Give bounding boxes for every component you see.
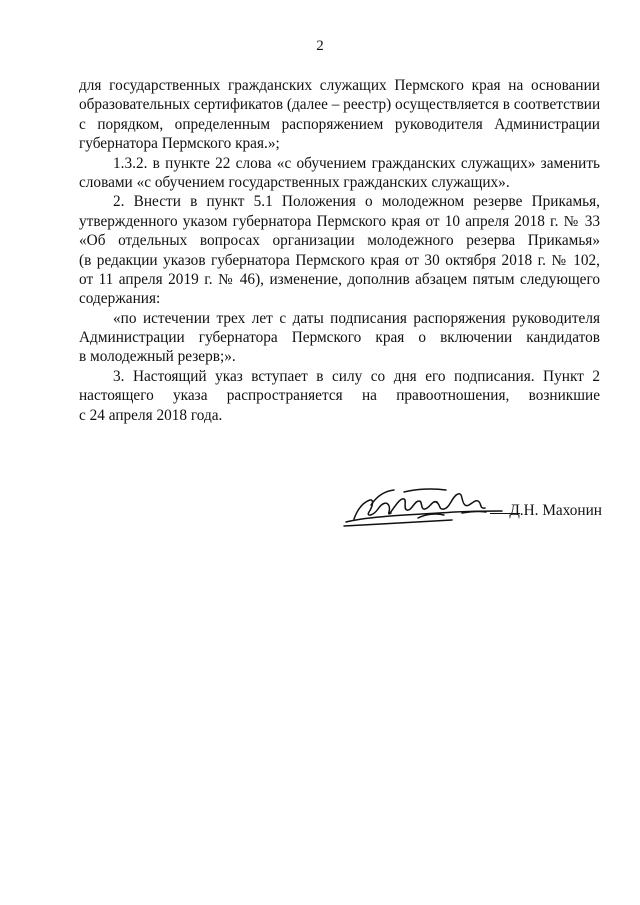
- text-line: «Об отдельных вопросах организации молодежного резерва Прикамья»: [79, 232, 600, 250]
- paragraph-item-3: [79, 367, 600, 425]
- page-number: 2: [316, 38, 324, 54]
- handwritten-signature: [340, 482, 510, 530]
- paragraph-registry-continuation: [79, 76, 600, 154]
- paragraph-item-2: [79, 192, 600, 308]
- document-body: [79, 76, 600, 425]
- text-line: для государственных гражданских служащих Пермского края на основании: [79, 77, 600, 94]
- text-line: от 11 апреля 2019 г. № 46), изменение, дополнив абзацем пятым следующего: [79, 270, 600, 288]
- text-line: 1.3.2. в пункте 22 слова «с обучением гражданских служащих» заменить: [113, 154, 600, 172]
- text-line: (в редакции указов губернатора Пермского края от 30 октября 2018 г. № 102,: [79, 251, 600, 269]
- text-line: образовательных сертификатов (далее – реестр) осуществляется в соответствии: [79, 96, 601, 114]
- text-line: с 24 апреля 2018 года.: [79, 406, 223, 424]
- text-line: с порядком, определенным распоряжением руководителя Администрации: [79, 115, 600, 133]
- signature-block: [340, 482, 602, 530]
- text-line: Администрации губернатора Пермского края о включении кандидатов: [79, 329, 600, 347]
- text-line: 3. Настоящий указ вступает в силу со дня его подписания. Пункт 2: [113, 367, 600, 385]
- paragraph-item-1-3-2: [79, 154, 600, 193]
- text-line: утвержденного указом губернатора Пермского края от 10 апреля 2018 г. № 33: [79, 212, 600, 230]
- paragraph-quoted-addition: [79, 309, 600, 367]
- signer-name: Д.Н. Махонин: [509, 502, 602, 519]
- text-line: губернатора Пермского края.»;: [79, 135, 280, 153]
- text-line: 2. Внести в пункт 5.1 Положения о молодежном резерве Прикамья,: [113, 193, 600, 211]
- text-line: словами «с обучением государственных гражданских служащих».: [79, 173, 510, 191]
- text-line: «по истечении трех лет с даты подписания распоряжения руководителя: [113, 309, 600, 327]
- text-line: в молодежный резерв;».: [79, 348, 236, 366]
- text-line: настоящего указа распространяется на правоотношения, возникшие: [79, 387, 600, 405]
- text-line: содержания:: [79, 290, 161, 308]
